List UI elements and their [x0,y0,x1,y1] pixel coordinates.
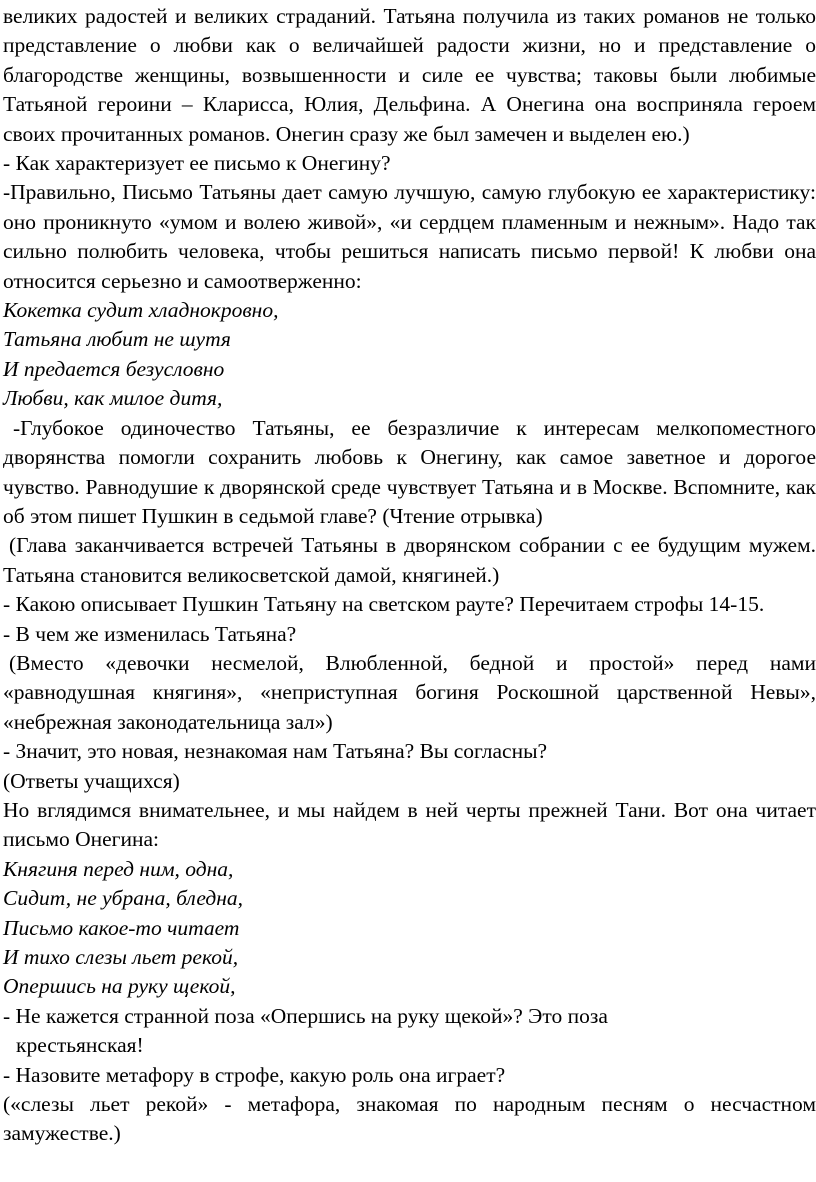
student-answers-note: (Ответы учащихся) [3,768,180,793]
verse-line: Любви, как милое дитя, [3,386,223,411]
question-pose-continuation: крестьянская! [16,1033,144,1058]
question-metaphor: - Назовите метафору в строфе, какую роль она играет? [3,1062,506,1087]
verse-line: И предается безусловно [3,356,225,381]
verse-line: Татьяна любит не шутя [3,327,231,352]
verse-line: Опершись на руку щекой, [3,974,236,999]
paragraph-metaphor-answer: («слезы льет рекой» - метафора, знакомая по народным песням о несчастном замужестве.) [3,1092,816,1146]
paragraph-instead-of-girl: (Вместо «девочки несмелой, Влюбленной, бедной и простой» перед нами «равнодушная княгиня», «неприступная богиня Роскошной царственной Невы», «небрежная законодательница зал») [3,650,816,734]
question-what-changed: - В чем же изменилась Татьяна? [3,621,297,646]
paragraph-letter-characteristic: -Правильно, Письмо Татьяны дает самую лучшую, самую глубокую ее характеристику: оно проникнуто «умом и волею живой», «и сердцем пламенным и нежным». Надо так сильно полюбить человека, чтобы решиться написать письмо первой! К любви она относится серьезно и самоотверженно: [3,180,816,293]
paragraph-tatyana-novels: великих радостей и великих страданий. Татьяна получила из таких романов не только представление о любви как о величайшей радости жизни, но и представление о благородстве женщины, возвышенности и силе ее чувства; таковы были любимые Татьяной героини – Кларисса, Юлия, Дельфина. А Онегина она восприняла героем своих прочитанных романов. Онегин сразу же был замечен и выделен ею.) [3,4,816,146]
question-pose: - Не кажется странной поза «Опершись на руку щекой»? Это поза [3,1003,608,1028]
verse-line: Письмо какое-то читает [3,915,240,940]
question-new-tatyana: - Значит, это новая, незнакомая нам Татьяна? Вы согласны? [3,739,548,764]
paragraph-look-closer: Но вглядимся внимательнее, и мы найдем в ней черты прежней Тани. Вот она читает письмо Онегина: [3,797,816,852]
paragraph-loneliness: -Глубокое одиночество Татьяны, ее безразличие к интересам мелкопоместного дворянства помогли сохранить любовь к Онегину, как самое заветное и дорогое чувство. Равнодушие к дворянской среде чувствует Татьяна и в Москве. Вспомните, как об этом пишет Пушкин в седьмой главе? (Чтение отрывка) [3,415,816,528]
question-social-rout: - Какою описывает Пушкин Татьяну на светском рауте? Перечитаем строфы 14-15. [3,592,765,617]
question-letter-to-onegin: - Как характеризует ее письмо к Онегину? [3,151,391,176]
verse-line: Сидит, не убрана, бледна, [3,886,243,911]
paragraph-chapter-end: (Глава заканчивается встречей Татьяны в дворянском собрании с ее будущим мужем. Татьяна становится великосветской дамой, княгиней.) [3,533,816,587]
verse-line: Кокетка судит хладнокровно, [3,298,279,323]
verse-line: И тихо слезы льет рекой, [3,945,239,969]
verse-line: Княгиня перед ним, одна, [3,856,234,881]
